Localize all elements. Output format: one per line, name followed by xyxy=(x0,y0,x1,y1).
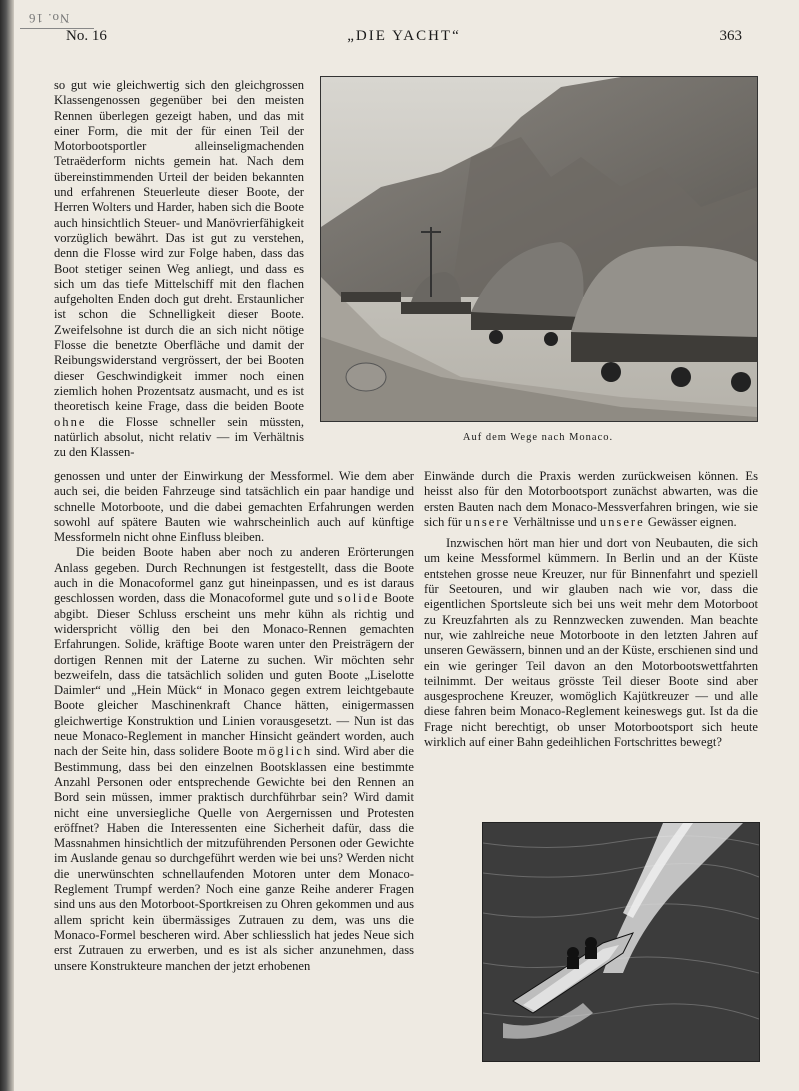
spaced-emphasis: solide xyxy=(337,591,380,606)
issue-number: No. 16 xyxy=(66,28,107,44)
text-run: so gut wie gleichwertig sich den gleichgrossen Klassengenossen gegenüber bei den meisten Rennen überlegen gezeigt haben, und das mit einer Form, die mit der für einen Teil der Motorbootsportler alleinseligmachenden Tetraëderform nichts gemein hat. Nach dem übereinstimmenden Urteil der beiden bekannten und erfahrenen Steuerleute dieser Boote, der Herren Wolters und Harder, haben sich die Boote auch hinsichtlich Steuer- und Manövrierfähigkeit vorzüglich bewährt. Das ist gut zu verstehen, denn die Flosse wird zur Folge haben, dass das Boot stetiger seinen Weg anliegt, und dass es sich um das tiefe Mittelschiff mit den flachen aufgeholten Enden doch gut dreht. Erstaunlicher ist schon die Schnelligkeit dieser Boote. Zweifelsohne ist durch die an sich nicht nötige Flosse die benetzte Oberfläche und damit der Reibungswiderstand vergrössert, der bei Booten dieser Geschwindigkeit immer noch einen ziemlich hohen Prozentsatz ausmacht, und es ist theoretisch keine Frage, dass die beiden Boote xyxy=(54,78,304,414)
spaced-emphasis: unsere xyxy=(465,514,511,529)
motorboat-icon xyxy=(483,823,759,1061)
motorboat-illustration xyxy=(482,822,760,1062)
page-number: 363 xyxy=(719,28,742,44)
paragraph-top xyxy=(54,78,304,460)
photo-boats-on-train xyxy=(320,76,758,422)
column-right xyxy=(424,469,758,750)
text-run: sind. Wird aber die Bestimmung, dass bei den einzelnen Bootsklassen eine bestimmte Anzahl Personen oder entsprechende Gewichte bei den Rennen an Bord sein müssen, immer praktisch durchführbar sein? Wird damit nicht eine unversiegliche Quelle von Aergernissen und Protesten eröffnet? Haben die Interessenten eine Sicherheit dafür, dass die Massnahmen hinsichtlich der mitzuführenden Personen oder Gewichte im Auslande genau so durchgeführt werden wie bei uns? Werden nicht die unerwünschten schnellaufenden Motoren unter dem Monaco-Reglement Trumpf werden? Noch eine ganze Reihe anderer Fragen sind uns aus den Motorboot-Sportkreisen zu Ohren gekommen und aus allem spricht kein übermässiges Zutrauen zu dem, was uns die Monaco-Formel bescheren wird. Aber schliesslich hat jedes Neue sich erst Zutrauen zu erwerben, und es ist als sicher anzunehmen, dass unsere Konstrukteure manchen der jetzt erhobenen xyxy=(54,744,414,973)
journal-title: „DIE YACHT“ xyxy=(347,28,461,44)
text-run: Gewässer eignen. xyxy=(647,514,737,529)
paragraph-right-1 xyxy=(424,469,758,530)
column-left-main xyxy=(54,469,414,974)
paragraph-2 xyxy=(54,545,414,973)
train-photo-icon xyxy=(321,77,757,421)
spaced-emphasis: möglich xyxy=(256,744,313,759)
running-header xyxy=(66,28,742,50)
text-run: Boote abgibt. Dieser Schluss erscheint uns mehr kühn als richtig und widerspricht völlig den bei den Monaco-Rennen gemachten Erfahrungen. Solide, kräftige Boote waren unter den Preisträgern der dortigen Rennen mit der Laterne zu suchen. Wir möchten sehr bezweifeln, dass die tatsächlich soliden und guten Boote „Liselotte Daimler“ und „Hein Mück“ in Monaco gegen extrem leichtgebaute Boote gleicher Maschinenkraft Chance hätten, einigermassen gleichwertige Konstruktion und Linien vorausgesetzt. — Nun ist das neue Monaco-Reglement in mancher Hinsicht geändert worden, auch nach der Seite hin, dass solidere Boote xyxy=(54,591,414,759)
library-stamp: No. 16 xyxy=(28,11,70,26)
spaced-emphasis: unsere xyxy=(599,514,645,529)
photo-caption: Auf dem Wege nach Monaco. xyxy=(462,432,614,443)
paragraph-right-2: Inzwischen hört man hier und dort von Neubauten, die sich um keine Messformel kümmern. In Berlin und an der Küste entstehen grosse neue Kreuzer, nur für Binnenfahrt und speziell für Seetouren, und wir glauben nach wie vor, dass die eigentlichen Sportsleute sich bei uns weit mehr dem Motorboot zu Kreuzfahrten als zu Rennzwecken zuwenden. Man beachte nur, wie zahlreiche neue Motorboote in den letzten Jahren auf unseren Gewässern, binnen und an der Küste, erschienen sind und ein wie geringer Teil davon an den Motorbootswettfahrten teilnimmt. Der weitaus grösste Teil dieser Boote sind aber ausgesprochene Kreuzer, womöglich Kajütkreuzer — und alle diese fahren beim Monaco-Reglement keineswegs gut. Ist da die Frage nicht berechtigt, ob unser Motorbootsport sich heute wirklich auf einer Bahn gedeihlichen Fortschrittes bewegt? xyxy=(424,536,758,750)
text-run: Verhältnisse und xyxy=(513,514,597,529)
text-run: Die beiden Boote haben aber noch zu anderen Erörterungen Anlass gegeben. Durch Rechnungen ist festgestellt, dass die Boote auch in die Monacoformel ganz gut hineinpassen, und es ist daraus geschlossen worden, dass die Monacoformel gute und xyxy=(54,545,414,606)
column-left-top xyxy=(54,78,304,460)
text-run: Einwände durch die Praxis werden zurückweisen können. Es heisst also für den Motorbootsport zunächst abwarten, was die ersten Bauten nach dem Monaco-Messverfahren bringen, wie sie sich für xyxy=(424,469,758,529)
page-binding-edge xyxy=(0,0,14,1091)
paragraph-1: genossen und unter der Einwirkung der Messformel. Wie dem aber auch sei, die beiden Fahrzeuge sind tatsächlich ein paar handige und schnelle Motorboote, und die dabei gemachten Erfahrungen werden sowohl auf spätere Bauten wie wahrscheinlich auch auf künftige Messformeln nicht ohne Einfluss bleiben. xyxy=(54,469,414,545)
text-run: die Flosse schneller sein müssten, natürlich absolut, nicht relativ — im Verhältnis zu den Klassen- xyxy=(54,414,304,460)
spaced-emphasis: ohne xyxy=(54,414,87,429)
